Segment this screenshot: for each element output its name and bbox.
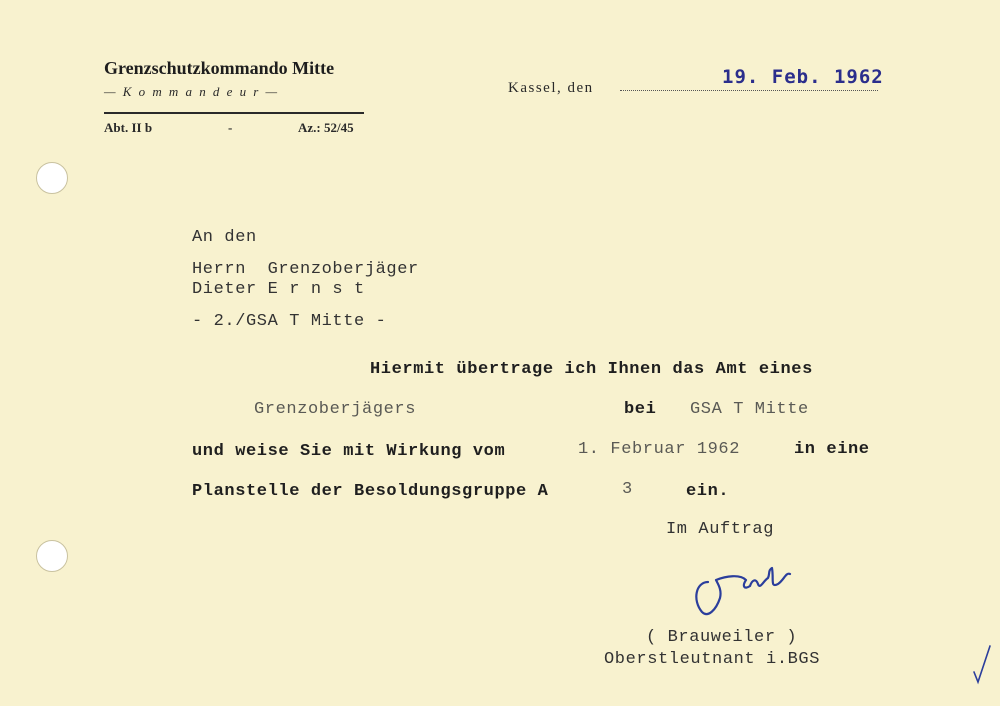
body-line-3b: in eine: [794, 440, 870, 459]
date-stamp: 19. Feb. 1962: [722, 66, 884, 88]
address-line-2: Herrn Grenzoberjäger: [192, 260, 419, 279]
letterhead-ref: Az.: 52/45: [298, 120, 354, 135]
closing-im-auftrag: Im Auftrag: [666, 520, 775, 539]
letterhead-rule: [104, 112, 364, 114]
punch-hole-top: [36, 162, 68, 194]
pen-tick-mark: [970, 642, 994, 686]
handwritten-signature: [686, 560, 806, 620]
address-line-3: Dieter E r n s t: [192, 280, 365, 299]
dateline-place: Kassel, den: [508, 80, 594, 96]
body-grade: 3: [622, 480, 633, 499]
body-line-1: Hiermit übertrage ich Ihnen das Amt eines: [370, 360, 813, 379]
letterhead-dept: Abt. II b: [104, 120, 153, 135]
body-line-4b: ein.: [686, 482, 730, 501]
punch-hole-bottom: [36, 540, 68, 572]
address-line-4: - 2./GSA T Mitte -: [192, 312, 387, 331]
letterhead-office: —Kommandeur—: [104, 84, 285, 99]
body-effective-date: 1. Februar 1962: [578, 440, 741, 459]
closing-name: ( Brauweiler ): [646, 628, 798, 647]
letterhead-org: Grenzschutzkommando Mitte: [104, 58, 335, 78]
closing-rank: Oberstleutnant i.BGS: [604, 650, 821, 669]
body-line-3a: und weise Sie mit Wirkung vom: [192, 442, 506, 461]
body-line-4a: Planstelle der Besoldungsgruppe A: [192, 482, 549, 501]
body-unit: GSA T Mitte: [690, 400, 809, 419]
body-title: Grenzoberjägers: [254, 400, 417, 419]
address-line-1: An den: [192, 228, 257, 247]
letterhead-dash: -: [228, 120, 233, 135]
body-bei: bei: [624, 400, 657, 419]
